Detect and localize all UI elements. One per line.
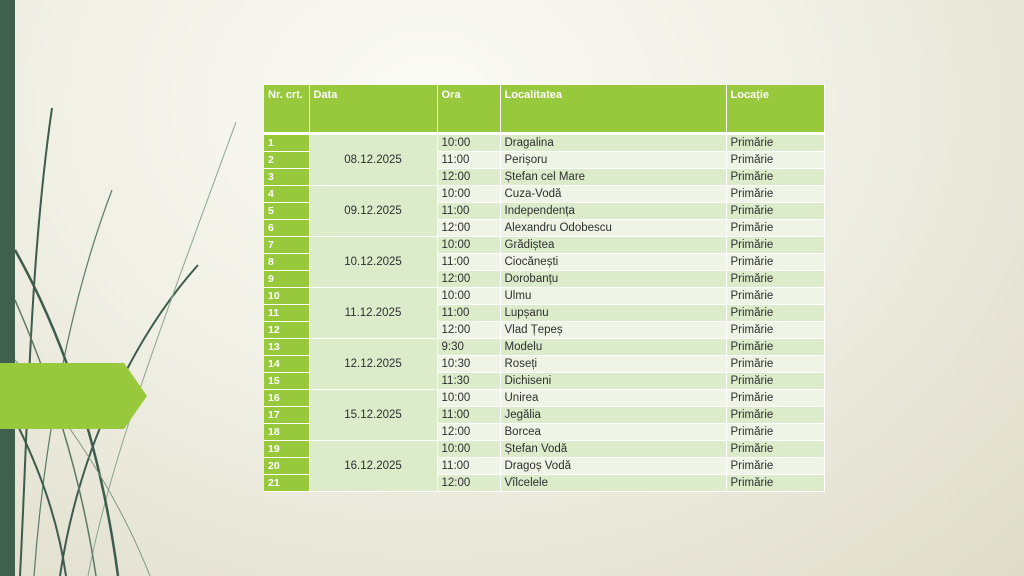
- time-cell: 10:00: [437, 288, 500, 305]
- location-cell: Primărie: [726, 152, 824, 169]
- locality-cell: Ulmu: [500, 288, 726, 305]
- locality-cell: Ciocănești: [500, 254, 726, 271]
- location-cell: Primărie: [726, 220, 824, 237]
- locality-cell: Jegălia: [500, 407, 726, 424]
- row-number: 15: [264, 373, 309, 390]
- locality-cell: Roseți: [500, 356, 726, 373]
- time-cell: 12:00: [437, 322, 500, 339]
- row-number: 4: [264, 186, 309, 203]
- row-number: 18: [264, 424, 309, 441]
- row-number: 7: [264, 237, 309, 254]
- time-cell: 10:00: [437, 186, 500, 203]
- row-number: 14: [264, 356, 309, 373]
- location-cell: Primărie: [726, 424, 824, 441]
- grass-decoration: [0, 0, 300, 576]
- date-cell: 11.12.2025: [309, 288, 437, 339]
- location-cell: Primărie: [726, 169, 824, 186]
- schedule-table: [264, 85, 825, 492]
- time-cell: 12:00: [437, 271, 500, 288]
- locality-cell: Ștefan cel Mare: [500, 169, 726, 186]
- row-number: 6: [264, 220, 309, 237]
- header-data: Data: [309, 85, 437, 134]
- header-localitatea: Localitatea: [500, 85, 726, 134]
- header-ora: Ora: [437, 85, 500, 134]
- row-number: 19: [264, 441, 309, 458]
- time-cell: 11:00: [437, 305, 500, 322]
- green-arrow-tab: [0, 363, 147, 429]
- table-header: [264, 85, 824, 134]
- date-cell: 15.12.2025: [309, 390, 437, 441]
- table-row: [264, 186, 824, 203]
- location-cell: Primărie: [726, 458, 824, 475]
- row-number: 20: [264, 458, 309, 475]
- time-cell: 10:00: [437, 134, 500, 152]
- row-number: 3: [264, 169, 309, 186]
- header-nr: Nr. crt.: [264, 85, 309, 134]
- locality-cell: Borcea: [500, 424, 726, 441]
- date-cell: 08.12.2025: [309, 134, 437, 186]
- location-cell: Primărie: [726, 288, 824, 305]
- locality-cell: Grădiștea: [500, 237, 726, 254]
- date-cell: 10.12.2025: [309, 237, 437, 288]
- locality-cell: Modelu: [500, 339, 726, 356]
- table-row: [264, 441, 824, 458]
- locality-cell: Ștefan Vodă: [500, 441, 726, 458]
- time-cell: 9:30: [437, 339, 500, 356]
- row-number: 13: [264, 339, 309, 356]
- time-cell: 11:00: [437, 203, 500, 220]
- header-locatie: Locație: [726, 85, 824, 134]
- location-cell: Primărie: [726, 134, 824, 152]
- location-cell: Primărie: [726, 322, 824, 339]
- location-cell: Primărie: [726, 441, 824, 458]
- time-cell: 10:00: [437, 390, 500, 407]
- locality-cell: Cuza-Vodă: [500, 186, 726, 203]
- location-cell: Primărie: [726, 254, 824, 271]
- row-number: 1: [264, 134, 309, 152]
- table-row: [264, 390, 824, 407]
- table-row: [264, 288, 824, 305]
- row-number: 12: [264, 322, 309, 339]
- row-number: 16: [264, 390, 309, 407]
- location-cell: Primărie: [726, 339, 824, 356]
- time-cell: 11:00: [437, 458, 500, 475]
- time-cell: 12:00: [437, 169, 500, 186]
- date-cell: 12.12.2025: [309, 339, 437, 390]
- locality-cell: Alexandru Odobescu: [500, 220, 726, 237]
- time-cell: 10:30: [437, 356, 500, 373]
- locality-cell: Dragoș Vodă: [500, 458, 726, 475]
- row-number: 2: [264, 152, 309, 169]
- time-cell: 11:00: [437, 254, 500, 271]
- date-cell: 16.12.2025: [309, 441, 437, 492]
- table-row: [264, 339, 824, 356]
- locality-cell: Dichiseni: [500, 373, 726, 390]
- time-cell: 10:00: [437, 237, 500, 254]
- table-row: [264, 134, 824, 152]
- location-cell: Primărie: [726, 356, 824, 373]
- locality-cell: Vlad Țepeș: [500, 322, 726, 339]
- locality-cell: Lupșanu: [500, 305, 726, 322]
- time-cell: 12:00: [437, 220, 500, 237]
- table-body: [264, 134, 824, 492]
- time-cell: 12:00: [437, 475, 500, 492]
- location-cell: Primărie: [726, 305, 824, 322]
- location-cell: Primărie: [726, 271, 824, 288]
- locality-cell: Dragalina: [500, 134, 726, 152]
- row-number: 21: [264, 475, 309, 492]
- row-number: 10: [264, 288, 309, 305]
- row-number: 17: [264, 407, 309, 424]
- locality-cell: Vîlcelele: [500, 475, 726, 492]
- row-number: 9: [264, 271, 309, 288]
- time-cell: 11:00: [437, 407, 500, 424]
- location-cell: Primărie: [726, 186, 824, 203]
- time-cell: 10:00: [437, 441, 500, 458]
- location-cell: Primărie: [726, 237, 824, 254]
- date-cell: 09.12.2025: [309, 186, 437, 237]
- locality-cell: Perișoru: [500, 152, 726, 169]
- location-cell: Primărie: [726, 407, 824, 424]
- row-number: 11: [264, 305, 309, 322]
- time-cell: 12:00: [437, 424, 500, 441]
- time-cell: 11:00: [437, 152, 500, 169]
- locality-cell: Unirea: [500, 390, 726, 407]
- row-number: 8: [264, 254, 309, 271]
- locality-cell: Dorobanțu: [500, 271, 726, 288]
- location-cell: Primărie: [726, 373, 824, 390]
- table-row: [264, 237, 824, 254]
- location-cell: Primărie: [726, 203, 824, 220]
- location-cell: Primărie: [726, 390, 824, 407]
- row-number: 5: [264, 203, 309, 220]
- time-cell: 11:30: [437, 373, 500, 390]
- locality-cell: Independența: [500, 203, 726, 220]
- location-cell: Primărie: [726, 475, 824, 492]
